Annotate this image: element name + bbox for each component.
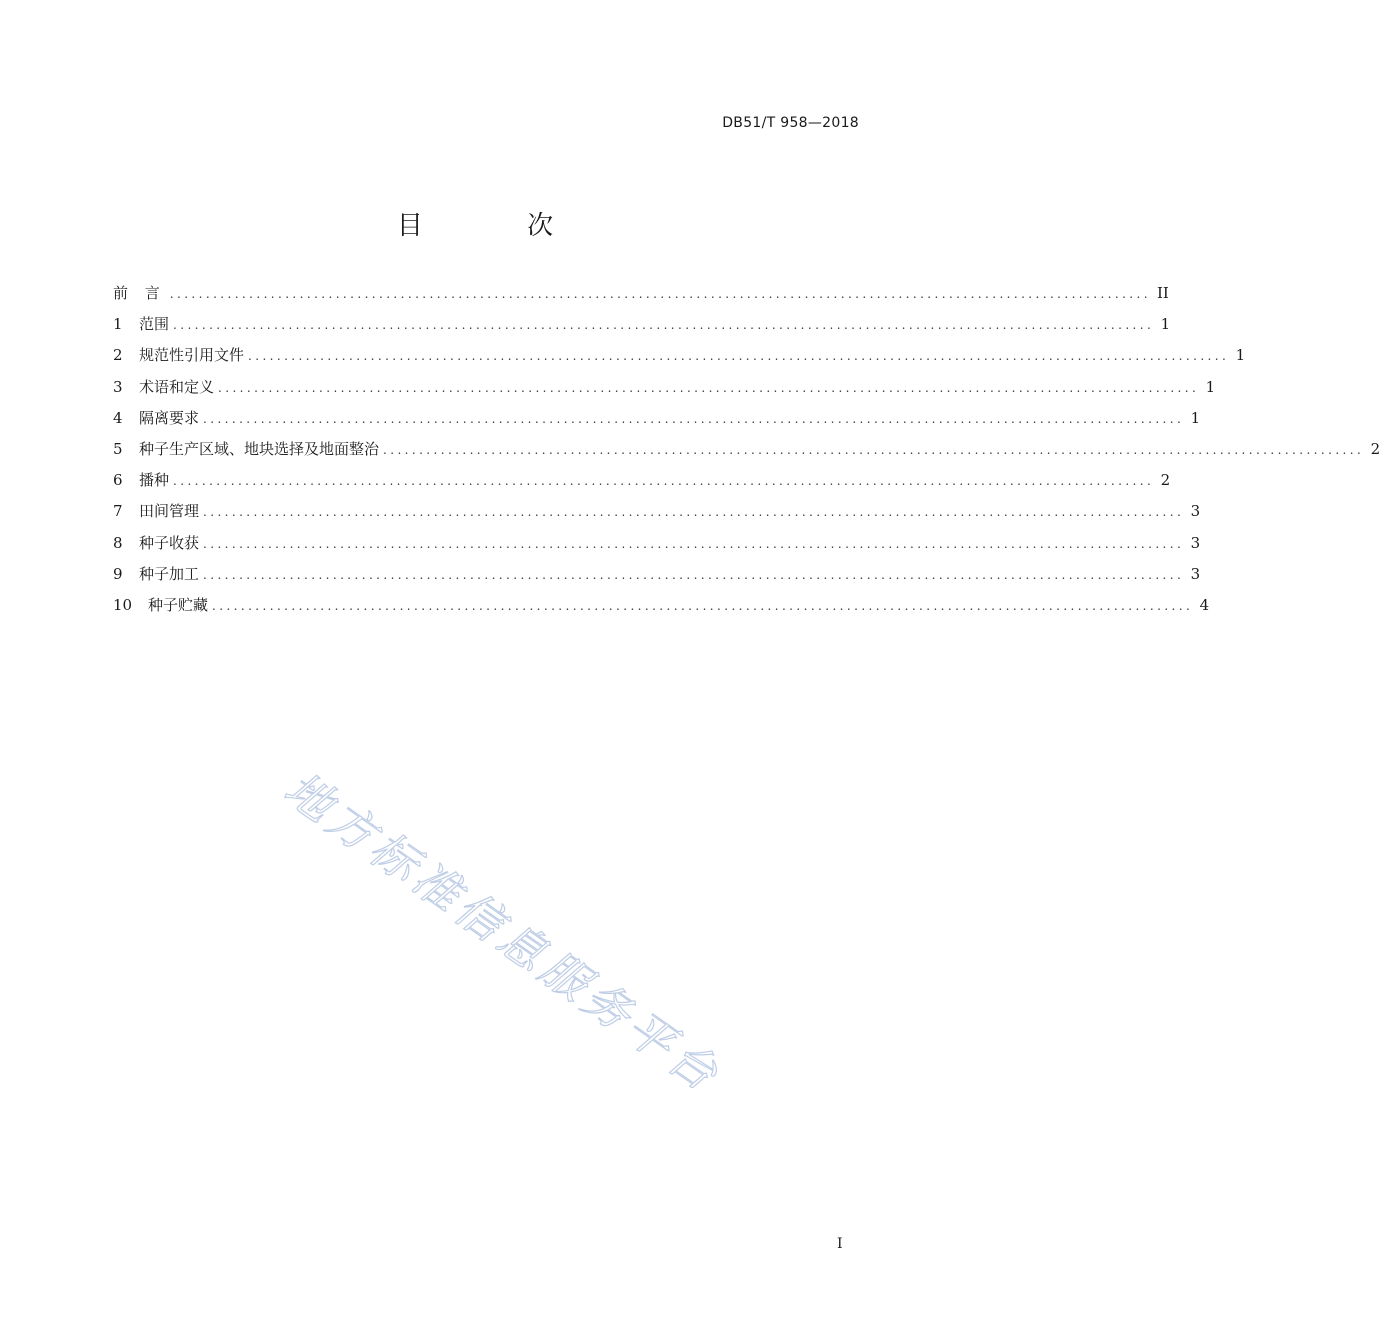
- toc-entry-page: 1: [1190, 408, 1201, 427]
- toc-entry-foreword[interactable]: [113, 282, 1169, 313]
- toc-entry-label: 种子加工: [139, 564, 200, 583]
- toc-entry-label: 种子贮藏: [148, 595, 209, 614]
- toc-leader-dots: ........................................................................................................................................: [169, 287, 1151, 301]
- table-of-contents: [113, 282, 1380, 625]
- toc-entry-label: 前 言: [113, 284, 166, 302]
- toc-entry-normative-references[interactable]: [113, 344, 1246, 375]
- toc-entry-page: 1: [1235, 346, 1246, 365]
- toc-entry-page: 1: [1160, 315, 1171, 334]
- toc-leader-dots: ........................................................................................................................................: [203, 505, 1185, 520]
- toc-entry-number: 10: [113, 595, 133, 614]
- toc-entry-number: 8: [113, 533, 123, 552]
- toc-entry-page: 4: [1199, 595, 1210, 614]
- toc-entry-production-area[interactable]: [113, 438, 1380, 469]
- toc-entry-number: 4: [113, 408, 123, 427]
- toc-entry-page: 3: [1190, 533, 1201, 552]
- toc-entry-terms-definitions[interactable]: [113, 376, 1216, 407]
- toc-leader-dots: ........................................................................................................................................: [203, 536, 1185, 551]
- toc-entry-page: 2: [1370, 439, 1380, 458]
- toc-entry-page: 3: [1190, 502, 1201, 521]
- toc-entry-number: 2: [113, 346, 123, 365]
- toc-leader-dots: ........................................................................................................................................: [203, 411, 1185, 426]
- toc-entry-number: 3: [113, 377, 123, 396]
- toc-entry-label: 规范性引用文件: [139, 346, 245, 365]
- toc-entry-isolation[interactable]: [113, 407, 1201, 438]
- toc-leader-dots: ........................................................................................................................................: [173, 474, 1155, 489]
- toc-leader-dots: ........................................................................................................................................: [203, 567, 1185, 582]
- toc-entry-number: 9: [113, 564, 123, 583]
- toc-entry-field-management[interactable]: [113, 500, 1201, 531]
- toc-entry-label: 田间管理: [139, 502, 200, 521]
- toc-entry-number: 1: [113, 315, 123, 334]
- toc-entry-label: 隔离要求: [139, 408, 200, 427]
- toc-leader-dots: ........................................................................................................................................: [173, 318, 1155, 333]
- toc-entry-label: 范围: [139, 315, 170, 334]
- document-code: DB51/T 958—2018: [722, 115, 859, 131]
- toc-entry-sowing[interactable]: [113, 469, 1171, 500]
- toc-entry-scope[interactable]: [113, 313, 1171, 344]
- toc-entry-label: 种子收获: [139, 533, 200, 552]
- toc-entry-seed-harvest[interactable]: [113, 532, 1201, 563]
- toc-entry-number: 7: [113, 502, 123, 521]
- watermark: 地方标准信息服务平台: [274, 761, 732, 1104]
- toc-entry-label: 种子生产区域、地块选择及地面整治: [139, 439, 380, 458]
- page-number: I: [837, 1236, 843, 1252]
- toc-leader-dots: ........................................................................................................................................: [248, 349, 1230, 364]
- toc-leader-dots: ........................................................................................................................................: [218, 380, 1200, 395]
- toc-entry-label: 播种: [139, 471, 170, 490]
- toc-entry-number: 6: [113, 471, 123, 490]
- toc-entry-seed-storage[interactable]: [113, 594, 1210, 625]
- toc-title: 目 次: [396, 211, 602, 241]
- toc-entry-number: 5: [113, 439, 123, 458]
- toc-entry-page: 2: [1160, 471, 1171, 490]
- toc-leader-dots: ........................................................................................................................................: [212, 598, 1194, 613]
- toc-entry-page: 1: [1205, 377, 1216, 396]
- toc-entry-seed-processing[interactable]: [113, 563, 1201, 594]
- toc-leader-dots: ........................................................................................................................................: [383, 442, 1365, 457]
- toc-entry-page: II: [1156, 284, 1169, 302]
- toc-entry-page: 3: [1190, 564, 1201, 583]
- toc-entry-label: 术语和定义: [139, 377, 215, 396]
